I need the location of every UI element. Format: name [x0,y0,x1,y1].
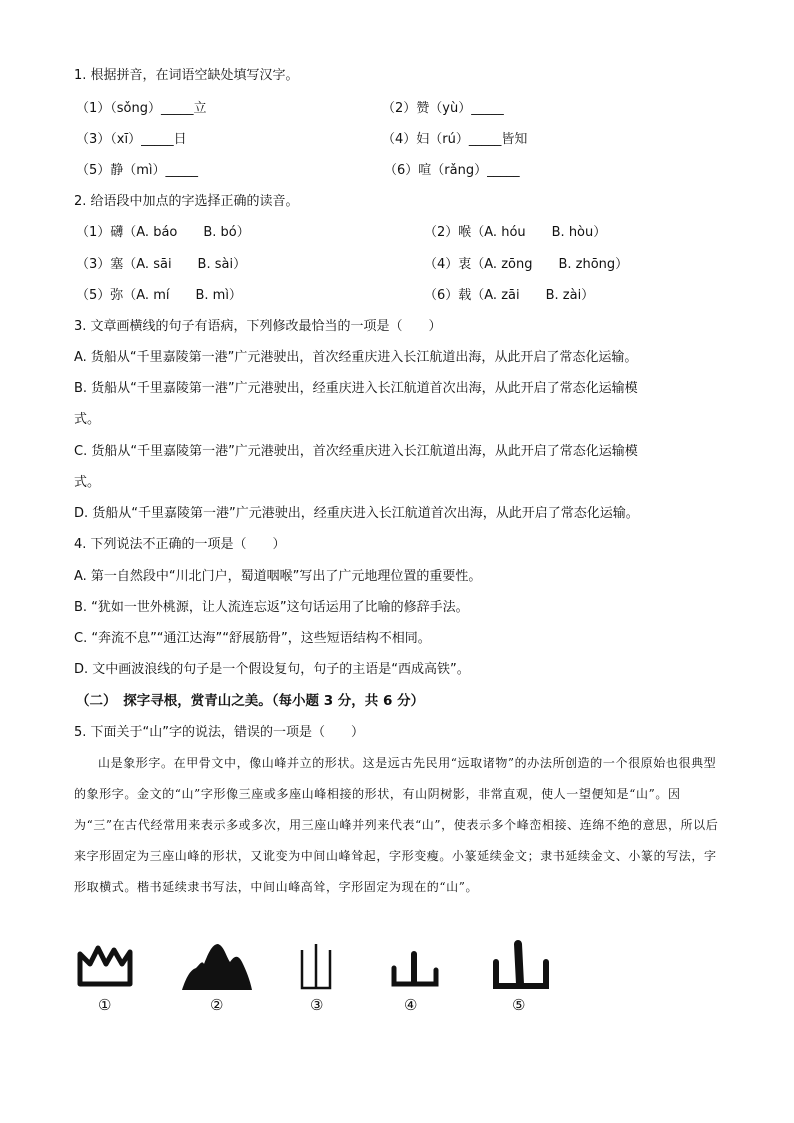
q5-stem: 5. 下面关于“山”字的说法，错误的一项是（ ） [74,725,365,740]
section-heading: （二） 探字寻根，赏青山之美。（每小题 3 分，共 6 分） [76,693,425,709]
q1-item-4: （4）妇（rú）_____皆知 [382,132,528,147]
q4-option-c: C. “奔流不息”“通江达海”“舒展筋骨”，这些短语结构不相同。 [74,631,431,646]
figure-label-1: ① [98,996,112,1014]
q4-stem: 4. 下列说法不正确的一项是（ ） [74,537,286,552]
q1-stem: 1. 根据拼音，在词语空缺处填写汉字。 [74,68,299,83]
clerical-shan-glyph [386,940,442,996]
q3-option-d: D. 货船从“千里嘉陵第一港”广元港驶出，经重庆进入长江航道首次出海，从此开启了常态化运输。 [74,506,639,521]
figure-label-5: ⑤ [512,996,526,1014]
bronze-shan-glyph [180,940,254,996]
q2-item-3: （3）塞（A. sāi B. sài） [76,257,247,272]
q2-item-5: （5）弥（A. mí B. mì） [76,288,242,303]
figure-label-2: ② [210,996,224,1014]
q2-item-1: （1）礴（A. báo B. bó） [76,225,250,240]
figure-label-4: ④ [404,996,418,1014]
figure-label-3: ③ [310,996,324,1014]
q5-passage [74,748,724,903]
q3-option-a: A. 货船从“千里嘉陵第一港”广元港驶出，首次经重庆进入长江航道出海，从此开启了常态化运输。 [74,350,638,365]
q3-option-b-cont: 式。 [74,412,101,427]
q4-option-a: A. 第一自然段中“川北门户，蜀道咽喉”写出了广元地理位置的重要性。 [74,569,482,584]
q1-item-3: （3）（xī）_____日 [76,132,187,147]
q2-item-4: （4）衷（A. zōng B. zhōng） [424,257,629,272]
q2-item-2: （2）喉（A. hóu B. hòu） [424,225,607,240]
q3-option-b: B. 货船从“千里嘉陵第一港”广元港驶出，经重庆进入长江航道首次出海，从此开启了常态化运输模 [74,381,638,396]
q3-option-c-cont: 式。 [74,475,101,490]
oracle-bone-shan-glyph [76,940,134,996]
q1-item-2: （2）赞（yù）_____ [382,101,504,116]
q5-passage-text: 山是象形字。在甲骨文中，像山峰并立的形状。这是远古先民用“远取诸物”的办法所创造的一个很原始也很典型的象形字。金文的“山”字形像三座或多座山峰相接的形状，有山阴树影，非常直观，使人一望便知是“山”。因为“三”在古代经常用来表示多或多次，用三座山峰并列来代表“山”，使表示多个峰峦相接、连绵不绝的意思，所以后来字形固定为三座山峰的形状，又讹变为中间山峰耸起，字形变瘦。小篆延续金文；隶书延续金文、小篆的写法，字形取横式。楷书延续隶书写法，中间山峰高耸，字形固定为现在的“山”。 [74,756,719,894]
q1-item-1: （1）（sǒng）_____立 [76,101,207,116]
q3-stem: 3. 文章画横线的句子有语病，下列修改最恰当的一项是（ ） [74,319,442,334]
q2-stem: 2. 给语段中加点的字选择正确的读音。 [74,194,299,209]
q1-item-6: （6）喧（rǎng）_____ [384,163,520,178]
q2-item-6: （6）载（A. zāi B. zài） [424,288,595,303]
q4-option-b: B. “犹如一世外桃源，让人流连忘返”这句话运用了比喻的修辞手法。 [74,600,469,615]
seal-script-shan-glyph [296,940,336,996]
regular-script-shan-glyph [488,940,552,996]
q4-option-d: D. 文中画波浪线的句子是一个假设复句，句子的主语是“西成高铁”。 [74,662,470,677]
q3-option-c: C. 货船从“千里嘉陵第一港”广元港驶出，首次经重庆进入长江航道出海，从此开启了常态化运输模 [74,444,638,459]
q1-item-5: （5）静（mì）_____ [76,163,199,178]
